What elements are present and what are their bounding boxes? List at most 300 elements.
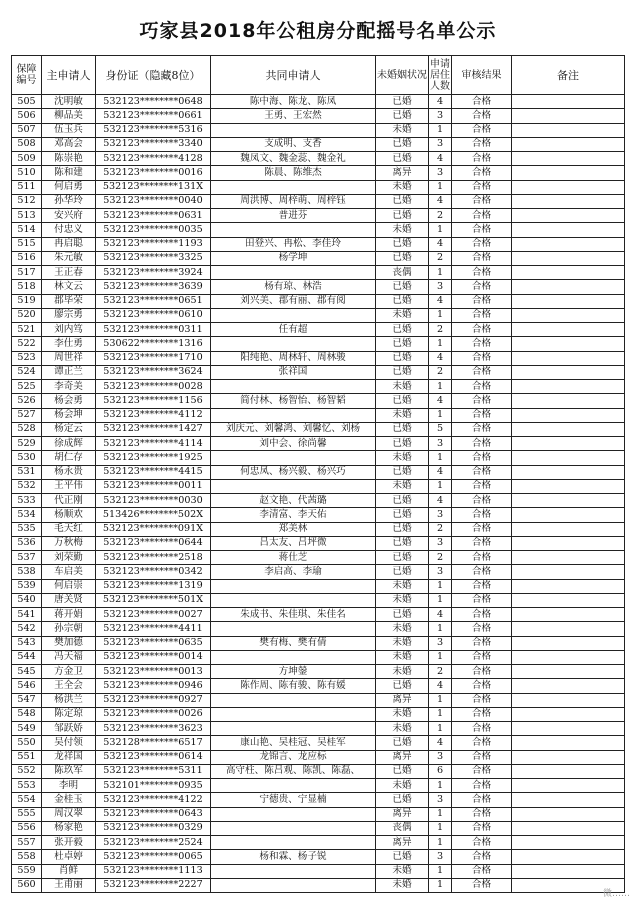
header-co-applicants: 共同申请人 [211,56,376,95]
cell-id-number: 532123********3340 [96,137,211,151]
cell-review-result: 合格 [452,665,512,679]
cell-applicant: 廖宗勇 [42,308,96,322]
table-row [12,280,625,294]
table-row [12,793,625,807]
cell-co-applicants [211,451,376,465]
cell-remark [512,779,625,793]
cell-co-applicants [211,722,376,736]
cell-resident-count: 2 [429,209,452,223]
cell-resident-count: 1 [429,707,452,721]
header-resident-count: 申请居住人数 [429,56,452,95]
table-row [12,152,625,166]
cell-resident-count: 1 [429,779,452,793]
cell-number: 515 [12,237,42,251]
cell-number: 521 [12,323,42,337]
cell-resident-count: 1 [429,380,452,394]
cell-remark [512,793,625,807]
cell-co-applicants: 樊有梅、樊有倩 [211,636,376,650]
cell-resident-count: 1 [429,479,452,493]
cell-review-result: 合格 [452,280,512,294]
table-row [12,223,625,237]
header-applicant: 主申请人 [42,56,96,95]
cell-id-number: 532123********4112 [96,408,211,422]
cell-marital-status: 未婚 [376,779,429,793]
cell-review-result: 合格 [452,864,512,878]
table-row [12,722,625,736]
cell-number: 551 [12,750,42,764]
cell-applicant: 方金卫 [42,665,96,679]
cell-review-result: 合格 [452,807,512,821]
cell-applicant: 王全会 [42,679,96,693]
table-row [12,665,625,679]
cell-id-number: 532123********0610 [96,308,211,322]
cell-remark [512,137,625,151]
cell-applicant: 付忠义 [42,223,96,237]
cell-number: 542 [12,622,42,636]
cell-review-result: 合格 [452,166,512,180]
cell-applicant: 张开毅 [42,836,96,850]
cell-number: 550 [12,736,42,750]
cell-applicant: 柳品美 [42,109,96,123]
table-row [12,836,625,850]
cell-review-result: 合格 [452,593,512,607]
cell-remark [512,451,625,465]
cell-applicant: 王正春 [42,266,96,280]
cell-co-applicants: 吕太友、吕坪微 [211,536,376,550]
cell-co-applicants [211,836,376,850]
cell-marital-status: 未婚 [376,308,429,322]
cell-review-result: 合格 [452,793,512,807]
cell-applicant: 刘荣勤 [42,551,96,565]
cell-number: 553 [12,779,42,793]
cell-number: 560 [12,878,42,892]
cell-number: 547 [12,693,42,707]
cell-applicant: 李明 [42,779,96,793]
cell-id-number: 532123********1156 [96,394,211,408]
cell-id-number: 532123********0028 [96,380,211,394]
cell-marital-status: 已婚 [376,608,429,622]
cell-co-applicants [211,622,376,636]
cell-review-result: 合格 [452,266,512,280]
table-row [12,422,625,436]
cell-id-number: 532123********3624 [96,365,211,379]
cell-number: 513 [12,209,42,223]
cell-co-applicants: 郑美林 [211,522,376,536]
page-title: 巧家县2018年公租房分配摇号名单公示 [139,20,497,42]
cell-id-number: 532123********0614 [96,750,211,764]
cell-applicant: 伍玉兵 [42,123,96,137]
cell-review-result: 合格 [452,251,512,265]
cell-review-result: 合格 [452,109,512,123]
table-row [12,437,625,451]
cell-applicant: 陈定琼 [42,707,96,721]
cell-marital-status: 未婚 [376,636,429,650]
cell-id-number: 532123********3639 [96,280,211,294]
cell-number: 545 [12,665,42,679]
cell-remark [512,95,625,109]
cell-marital-status: 未婚 [376,223,429,237]
cell-number: 523 [12,351,42,365]
cell-co-applicants: 任有超 [211,323,376,337]
cell-marital-status: 已婚 [376,95,429,109]
cell-resident-count: 1 [429,451,452,465]
cell-remark [512,736,625,750]
cell-number: 509 [12,152,42,166]
cell-marital-status: 未婚 [376,180,429,194]
table-row [12,608,625,622]
cell-resident-count: 1 [429,337,452,351]
table-row [12,764,625,778]
cell-number: 532 [12,479,42,493]
cell-review-result: 合格 [452,722,512,736]
cell-applicant: 李仕勇 [42,337,96,351]
cell-review-result: 合格 [452,223,512,237]
table-row [12,679,625,693]
table-row [12,693,625,707]
cell-resident-count: 1 [429,123,452,137]
cell-resident-count: 1 [429,693,452,707]
cell-resident-count: 3 [429,750,452,764]
cell-resident-count: 2 [429,365,452,379]
cell-resident-count: 4 [429,679,452,693]
cell-applicant: 代正刚 [42,494,96,508]
cell-id-number: 532123********131X [96,180,211,194]
cell-marital-status: 未婚 [376,707,429,721]
cell-id-number: 532123********0311 [96,323,211,337]
cell-number: 522 [12,337,42,351]
cell-remark [512,636,625,650]
cell-remark [512,579,625,593]
cell-applicant: 胡仁存 [42,451,96,465]
cell-remark [512,166,625,180]
cell-remark [512,337,625,351]
cell-applicant: 陈和建 [42,166,96,180]
cell-id-number: 532123********1319 [96,579,211,593]
cell-remark [512,508,625,522]
cell-resident-count: 1 [429,308,452,322]
cell-number: 530 [12,451,42,465]
cell-resident-count: 1 [429,593,452,607]
cell-resident-count: 1 [429,223,452,237]
cell-co-applicants: 张祥国 [211,365,376,379]
cell-resident-count: 4 [429,95,452,109]
cell-applicant: 冯天福 [42,650,96,664]
cell-co-applicants [211,223,376,237]
cell-applicant: 朱元敏 [42,251,96,265]
cell-remark [512,251,625,265]
cell-resident-count: 1 [429,836,452,850]
cell-co-applicants: 杨有琼、林浩 [211,280,376,294]
cell-co-applicants [211,878,376,892]
cell-number: 518 [12,280,42,294]
cell-applicant: 杨永贵 [42,465,96,479]
cell-co-applicants: 阳纯艳、周林轩、周林骏 [211,351,376,365]
cell-remark [512,308,625,322]
cell-resident-count: 4 [429,194,452,208]
cell-applicant: 安兴府 [42,209,96,223]
table-row [12,451,625,465]
cell-co-applicants [211,308,376,322]
cell-review-result: 合格 [452,380,512,394]
cell-applicant: 周世祥 [42,351,96,365]
watermark: 微…… [602,889,630,899]
cell-marital-status: 已婚 [376,465,429,479]
table-row [12,650,625,664]
cell-review-result: 合格 [452,408,512,422]
cell-number: 548 [12,707,42,721]
cell-review-result: 合格 [452,850,512,864]
table-row [12,465,625,479]
cell-remark [512,394,625,408]
table-row [12,750,625,764]
cell-applicant: 陈玖军 [42,764,96,778]
cell-id-number: 532123********0648 [96,95,211,109]
cell-marital-status: 已婚 [376,494,429,508]
cell-review-result: 合格 [452,650,512,664]
cell-review-result: 合格 [452,779,512,793]
cell-remark [512,750,625,764]
table-row [12,95,625,109]
cell-review-result: 合格 [452,750,512,764]
cell-number: 531 [12,465,42,479]
cell-applicant: 樊加德 [42,636,96,650]
cell-review-result: 合格 [452,636,512,650]
cell-marital-status: 已婚 [376,850,429,864]
cell-review-result: 合格 [452,237,512,251]
cell-remark [512,266,625,280]
cell-id-number: 532123********5311 [96,764,211,778]
cell-remark [512,380,625,394]
cell-resident-count: 1 [429,722,452,736]
cell-number: 529 [12,437,42,451]
cell-remark [512,237,625,251]
cell-resident-count: 1 [429,579,452,593]
cell-marital-status: 已婚 [376,251,429,265]
cell-applicant: 肖鲜 [42,864,96,878]
cell-co-applicants: 周洪博、周梓萌、周梓钰 [211,194,376,208]
cell-applicant: 杜卓婷 [42,850,96,864]
header-marital-status: 未婚姻状况 [376,56,429,95]
cell-co-applicants: 支成明、支香 [211,137,376,151]
table-row [12,479,625,493]
cell-remark [512,323,625,337]
cell-resident-count: 1 [429,266,452,280]
cell-marital-status: 已婚 [376,152,429,166]
cell-number: 539 [12,579,42,593]
cell-resident-count: 3 [429,137,452,151]
cell-remark [512,593,625,607]
cell-remark [512,864,625,878]
cell-marital-status: 已婚 [376,209,429,223]
table-row [12,821,625,835]
cell-remark [512,365,625,379]
table-row [12,522,625,536]
cell-number: 508 [12,137,42,151]
cell-applicant: 李奇美 [42,380,96,394]
cell-number: 520 [12,308,42,322]
cell-marital-status: 已婚 [376,508,429,522]
cell-number: 557 [12,836,42,850]
cell-co-applicants: 陈晨、陈维杰 [211,166,376,180]
cell-id-number: 513426********502X [96,508,211,522]
cell-resident-count: 4 [429,394,452,408]
table-row [12,323,625,337]
cell-review-result: 合格 [452,394,512,408]
cell-id-number: 532123********5316 [96,123,211,137]
cell-resident-count: 1 [429,807,452,821]
cell-marital-status: 已婚 [376,565,429,579]
header-review-result: 审核结果 [452,56,512,95]
cell-remark [512,123,625,137]
cell-applicant: 何启崇 [42,579,96,593]
cell-co-applicants: 杨学坤 [211,251,376,265]
cell-co-applicants [211,266,376,280]
cell-marital-status: 离异 [376,807,429,821]
cell-resident-count: 5 [429,422,452,436]
cell-resident-count: 3 [429,280,452,294]
cell-resident-count: 3 [429,850,452,864]
cell-number: 517 [12,266,42,280]
cell-review-result: 合格 [452,365,512,379]
cell-applicant: 金桂玉 [42,793,96,807]
cell-co-applicants: 李启高、李瑜 [211,565,376,579]
cell-resident-count: 4 [429,237,452,251]
cell-applicant: 唐关贤 [42,593,96,607]
cell-id-number: 532123********3924 [96,266,211,280]
cell-resident-count: 4 [429,152,452,166]
cell-number: 507 [12,123,42,137]
cell-id-number: 532123********4128 [96,152,211,166]
cell-co-applicants [211,123,376,137]
cell-resident-count: 1 [429,180,452,194]
cell-co-applicants: 田登兴、冉松、李佳玲 [211,237,376,251]
cell-number: 506 [12,109,42,123]
cell-review-result: 合格 [452,494,512,508]
cell-id-number: 532123********0651 [96,294,211,308]
table-row [12,266,625,280]
cell-resident-count: 1 [429,408,452,422]
cell-id-number: 532101********0935 [96,779,211,793]
cell-id-number: 532123********3623 [96,722,211,736]
cell-id-number: 532123********0035 [96,223,211,237]
cell-review-result: 合格 [452,422,512,436]
cell-remark [512,693,625,707]
cell-marital-status: 已婚 [376,437,429,451]
cell-marital-status: 已婚 [376,793,429,807]
cell-number: 540 [12,593,42,607]
cell-remark [512,807,625,821]
cell-marital-status: 未婚 [376,722,429,736]
cell-marital-status: 已婚 [376,394,429,408]
table-row [12,308,625,322]
cell-applicant: 车启美 [42,565,96,579]
cell-number: 527 [12,408,42,422]
cell-review-result: 合格 [452,95,512,109]
cell-remark [512,565,625,579]
cell-id-number: 532123********4114 [96,437,211,451]
cell-review-result: 合格 [452,693,512,707]
cell-review-result: 合格 [452,194,512,208]
cell-id-number: 532123********1113 [96,864,211,878]
cell-id-number: 532123********0027 [96,608,211,622]
cell-number: 543 [12,636,42,650]
cell-number: 519 [12,294,42,308]
cell-resident-count: 2 [429,522,452,536]
cell-id-number: 532123********4122 [96,793,211,807]
cell-applicant: 孙宗朝 [42,622,96,636]
cell-review-result: 合格 [452,323,512,337]
cell-co-applicants: 简付林、杨智怡、杨智韬 [211,394,376,408]
cell-resident-count: 1 [429,650,452,664]
cell-remark [512,422,625,436]
cell-co-applicants: 李清富、李天佑 [211,508,376,522]
cell-remark [512,209,625,223]
cell-id-number: 532123********0643 [96,807,211,821]
table-row [12,394,625,408]
cell-id-number: 532123********0946 [96,679,211,693]
cell-resident-count: 3 [429,109,452,123]
cell-review-result: 合格 [452,137,512,151]
cell-review-result: 合格 [452,551,512,565]
cell-number: 544 [12,650,42,664]
cell-co-applicants [211,408,376,422]
table-row [12,707,625,721]
cell-id-number: 532123********0014 [96,650,211,664]
cell-review-result: 合格 [452,679,512,693]
table-row [12,850,625,864]
cell-applicant: 吴付领 [42,736,96,750]
table-row [12,194,625,208]
cell-marital-status: 已婚 [376,365,429,379]
cell-number: 536 [12,536,42,550]
cell-co-applicants: 王勇、王宏然 [211,109,376,123]
table-row [12,878,625,892]
cell-review-result: 合格 [452,878,512,892]
table-row [12,565,625,579]
cell-co-applicants: 陈作周、陈有骏、陈有媛 [211,679,376,693]
cell-resident-count: 3 [429,437,452,451]
cell-review-result: 合格 [452,622,512,636]
cell-marital-status: 已婚 [376,351,429,365]
cell-marital-status: 未婚 [376,622,429,636]
cell-review-result: 合格 [452,508,512,522]
cell-resident-count: 3 [429,166,452,180]
cell-remark [512,622,625,636]
cell-applicant: 沈明敏 [42,95,96,109]
table-row [12,593,625,607]
cell-id-number: 532123********0026 [96,707,211,721]
cell-id-number: 532123********0030 [96,494,211,508]
cell-marital-status: 丧偶 [376,821,429,835]
cell-review-result: 合格 [452,152,512,166]
cell-number: 534 [12,508,42,522]
cell-review-result: 合格 [452,351,512,365]
cell-id-number: 532123********4415 [96,465,211,479]
cell-id-number: 532123********0040 [96,194,211,208]
table-row [12,508,625,522]
cell-marital-status: 未婚 [376,123,429,137]
cell-id-number: 532123********0631 [96,209,211,223]
table-row [12,636,625,650]
cell-resident-count: 1 [429,878,452,892]
cell-id-number: 532123********1427 [96,422,211,436]
cell-applicant: 陈崇艳 [42,152,96,166]
table-row [12,622,625,636]
cell-id-number: 532123********0927 [96,693,211,707]
cell-co-applicants: 刘中会、徐尚馨 [211,437,376,451]
cell-co-applicants: 方坤鎣 [211,665,376,679]
cell-co-applicants: 高守柱、陈吕观、陈凯、陈磊、 [211,764,376,778]
